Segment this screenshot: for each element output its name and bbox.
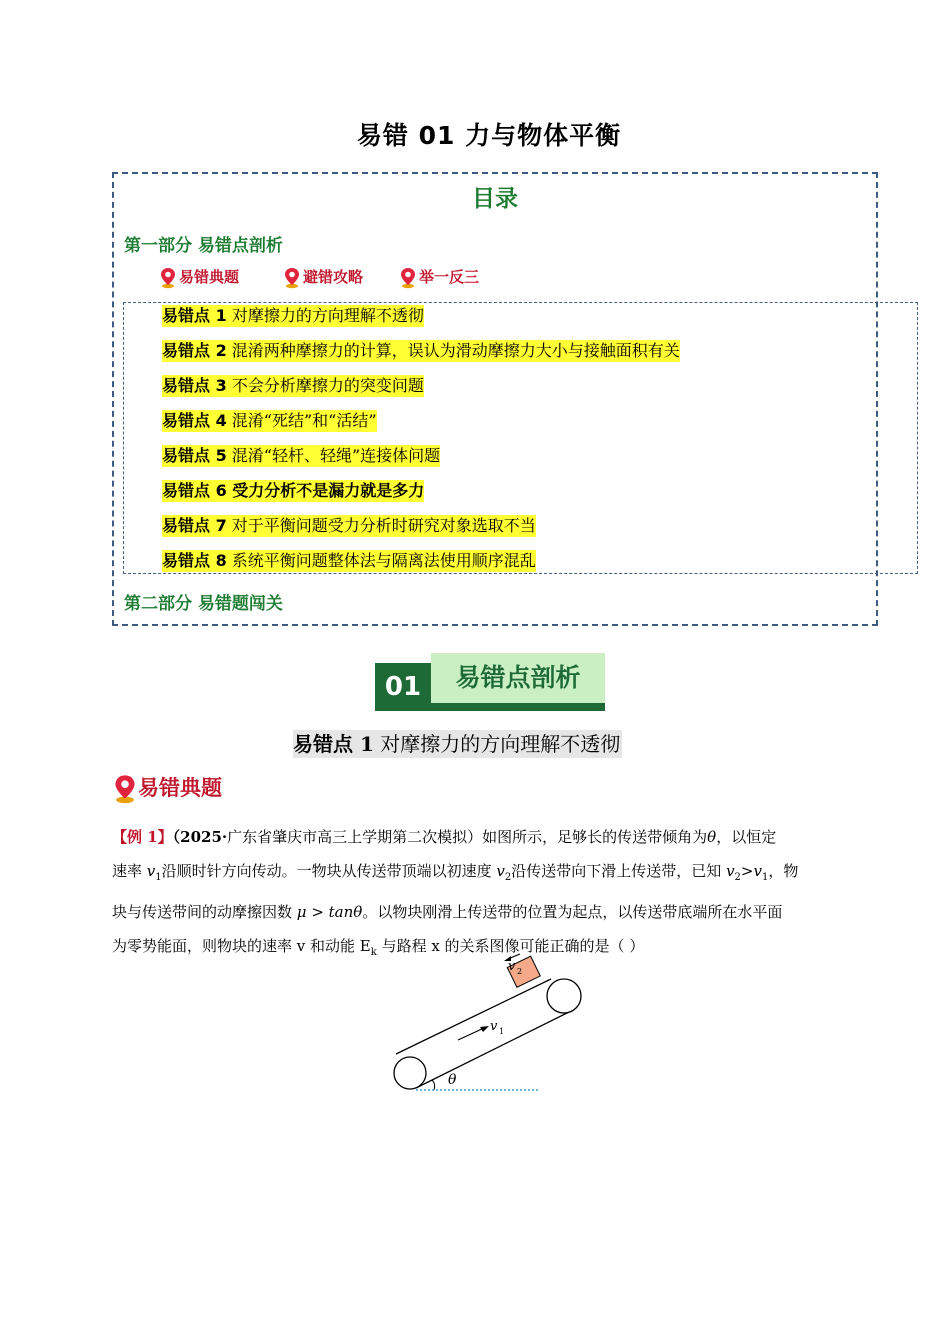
v2-label: v bbox=[508, 959, 516, 974]
banner-number: 01 bbox=[375, 663, 431, 711]
toc-tag-3[interactable] bbox=[400, 266, 479, 289]
toc-part2-link[interactable]: 第二部分 易错题闯关 bbox=[124, 594, 283, 614]
toc-item-8[interactable]: 易错点 8 系统平衡问题整体法与隔离法使用顺序混乱 bbox=[162, 551, 536, 570]
belt-top-edge bbox=[396, 979, 551, 1054]
toc-item-5[interactable]: 易错点 5 混淆“轻杆、轻绳”连接体问题 bbox=[162, 446, 441, 465]
v1-subscript: 1 bbox=[499, 1027, 505, 1036]
conveyor-belt-figure bbox=[380, 950, 590, 1095]
toc-item-1[interactable]: 易错点 1 对摩擦力的方向理解不透彻 bbox=[162, 306, 424, 325]
toc-tag-1[interactable] bbox=[160, 266, 239, 289]
v1-arrowhead bbox=[480, 1026, 489, 1032]
location-pin-icon bbox=[400, 267, 416, 289]
angle-label: θ bbox=[448, 1072, 457, 1088]
bottom-roller bbox=[394, 1057, 426, 1089]
section-heading: 易错点 1 对摩擦力的方向理解不透彻 bbox=[293, 732, 621, 756]
subsection-label: 易错典题 bbox=[138, 776, 222, 800]
top-roller bbox=[547, 979, 581, 1013]
location-pin-icon bbox=[160, 267, 176, 289]
v2-subscript: 2 bbox=[517, 967, 523, 976]
location-pin-icon bbox=[284, 267, 300, 289]
toc-heading: 目录 bbox=[472, 186, 518, 212]
subsection-heading bbox=[114, 772, 222, 804]
toc-tag-2[interactable] bbox=[284, 266, 363, 289]
banner-label: 易错点剖析 bbox=[431, 653, 605, 711]
toc-item-6[interactable]: 易错点 6 受力分析不是漏力就是多力 bbox=[162, 481, 425, 500]
page-title: 易错 01 力与物体平衡 bbox=[356, 121, 622, 150]
v1-label: v bbox=[490, 1019, 498, 1034]
section-banner bbox=[375, 653, 605, 711]
toc-tag-label: 举一反三 bbox=[419, 268, 480, 286]
toc-tag-label: 避错攻略 bbox=[303, 268, 364, 286]
example-paragraph: 【例 1】（2025·广东省肇庆市高三上学期第二次模拟）如图所示，足够长的传送带倾角为θ，以恒定 速率 $v_1$沿顺时针方向传动。一物块从传送带顶端以初速度 $v_2$沿传送带向下滑上传送带，已知 $v_2>v_1$，物 块与传送带间的动摩擦因数 μ > tanθ。以物块刚滑上传送带的位置为起点，以传送带底端所在水平面 为零势能面，则物块的速率 v 和动能 $E_k$ 与路程 x 的关系图像可能正确的是（ ） bbox=[112, 828, 799, 958]
toc-tag-label: 易错典题 bbox=[179, 268, 240, 286]
toc-item-7[interactable]: 易错点 7 对于平衡问题受力分析时研究对象选取不当 bbox=[162, 516, 536, 535]
v1-arrow bbox=[458, 1028, 484, 1040]
toc-part1-link[interactable]: 第一部分 易错点剖析 bbox=[124, 236, 283, 256]
toc-item-2[interactable]: 易错点 2 混淆两种摩擦力的计算，误认为滑动摩擦力大小与接触面积有关 bbox=[162, 341, 680, 360]
angle-arc bbox=[432, 1080, 435, 1090]
location-pin-icon bbox=[114, 774, 136, 804]
toc-item-4[interactable]: 易错点 4 混淆“死结”和“活结” bbox=[162, 411, 377, 430]
toc-item-3[interactable]: 易错点 3 不会分析摩擦力的突变问题 bbox=[162, 376, 424, 395]
